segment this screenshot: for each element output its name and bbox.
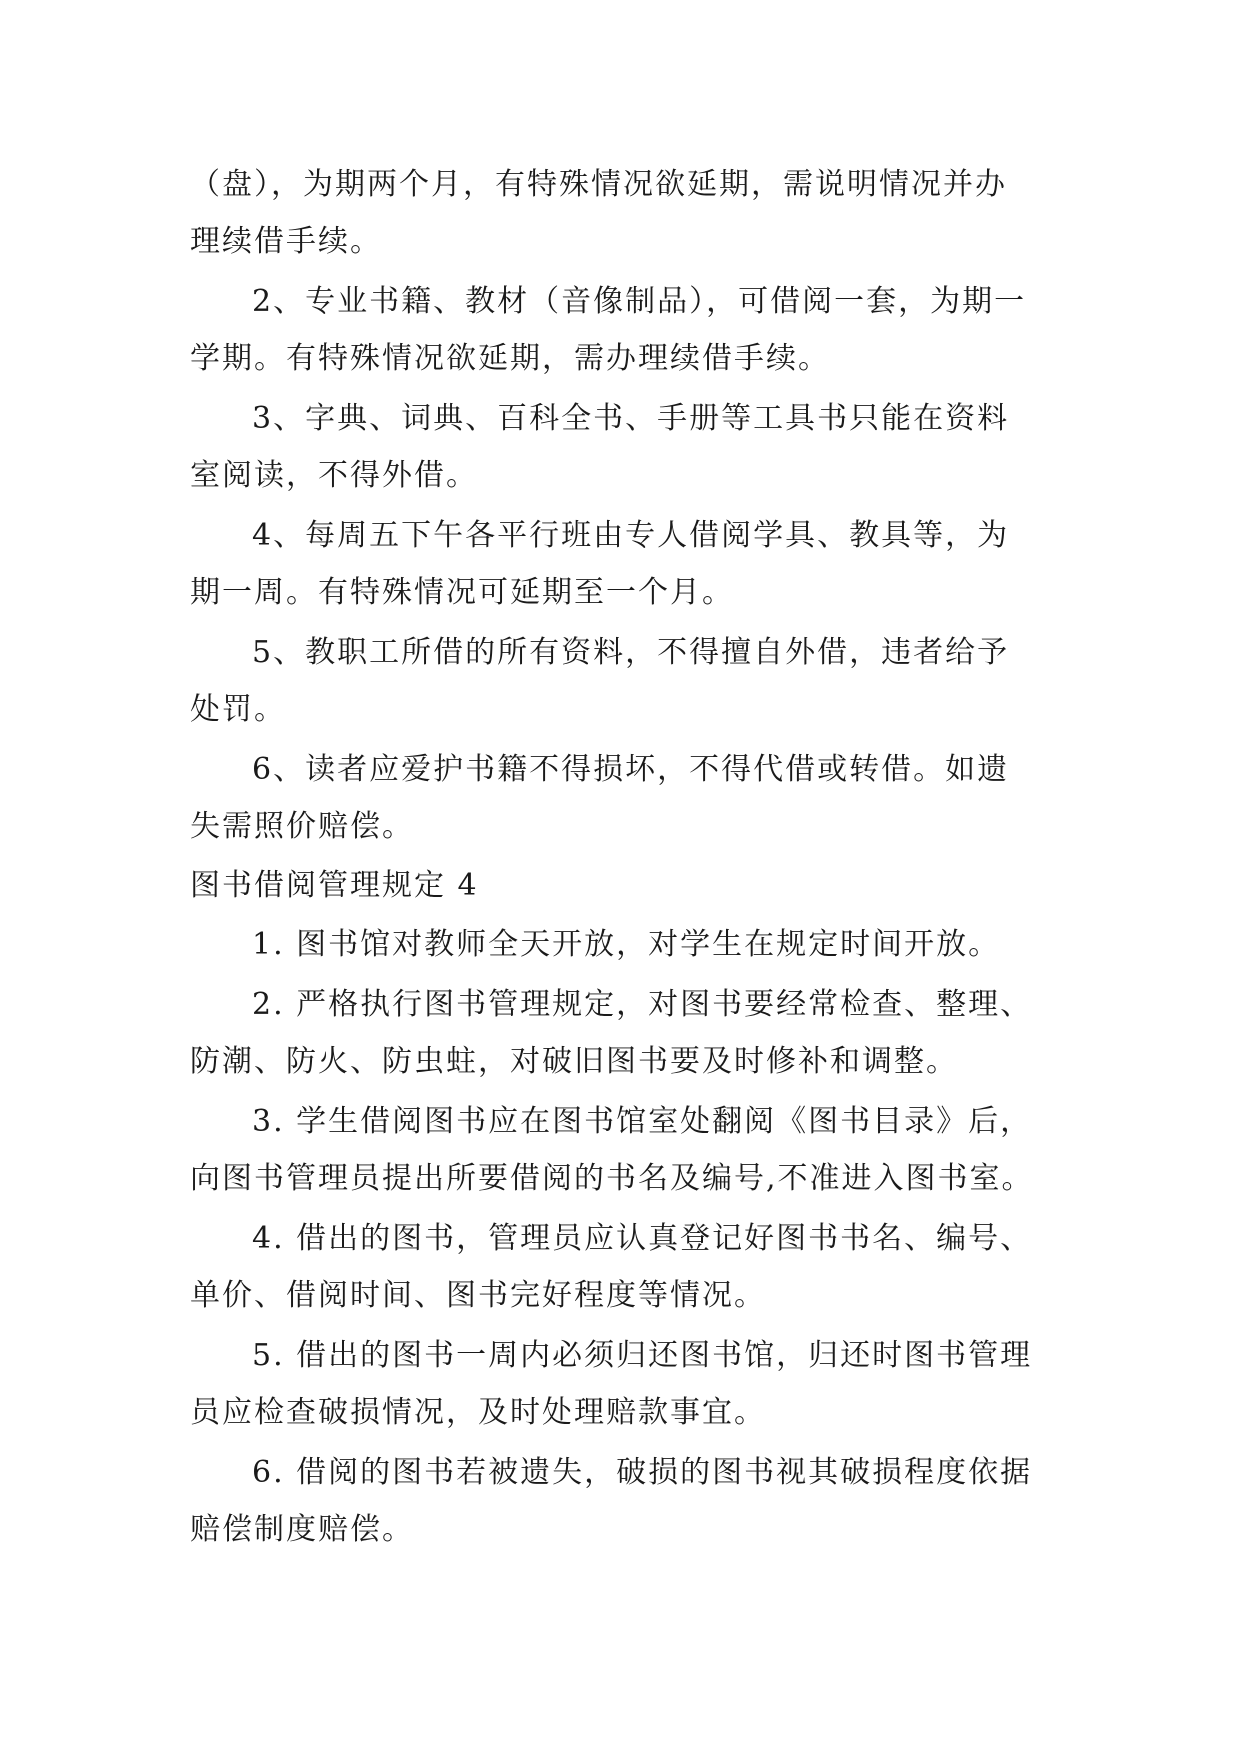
paragraph-line: 赔偿制度赔偿。 — [190, 1512, 414, 1547]
paragraph-line: 6、读者应爱护书籍不得损坏，不得代借或转借。如遗 — [252, 752, 1010, 787]
paragraph-line: 期一周。有特殊情况可延期至一个月。 — [190, 575, 734, 610]
paragraph-line: 3. 学生借阅图书应在图书馆室处翻阅《图书目录》后， — [252, 1104, 1033, 1139]
section-heading: 图书借阅管理规定 4 — [190, 868, 479, 903]
paragraph-line: 防潮、防火、防虫蛀，对破旧图书要及时修补和调整。 — [190, 1044, 958, 1079]
paragraph-line: 4. 借出的图书，管理员应认真登记好图书书名、编号、 — [252, 1221, 1033, 1256]
paragraph-line: 3、字典、词典、百科全书、手册等工具书只能在资料 — [252, 401, 1010, 436]
paragraph-line: 理续借手续。 — [190, 224, 382, 259]
paragraph-line: 4、每周五下午各平行班由专人借阅学具、教具等，为 — [252, 518, 1010, 553]
paragraph-line: 5、教职工所借的所有资料，不得擅自外借，违者给予 — [252, 635, 1010, 670]
paragraph-line: 5. 借出的图书一周内必须归还图书馆，归还时图书管理 — [252, 1338, 1033, 1373]
paragraph-line: 室阅读，不得外借。 — [190, 458, 478, 493]
paragraph-line: 单价、借阅时间、图书完好程度等情况。 — [190, 1278, 766, 1313]
paragraph-line: 1. 图书馆对教师全天开放，对学生在规定时间开放。 — [252, 927, 1001, 962]
paragraph-line: 学期。有特殊情况欲延期，需办理续借手续。 — [190, 341, 830, 376]
paragraph-line: 员应检查破损情况，及时处理赔款事宜。 — [190, 1395, 766, 1430]
paragraph-line: 6. 借阅的图书若被遗失，破损的图书视其破损程度依据 — [252, 1455, 1033, 1490]
paragraph-line: 失需照价赔偿。 — [190, 809, 414, 844]
paragraph-line: （盘），为期两个月，有特殊情况欲延期，需说明情况并办 — [190, 167, 1007, 202]
paragraph-line: 2. 严格执行图书管理规定，对图书要经常检查、整理、 — [252, 987, 1033, 1022]
paragraph-line: 向图书管理员提出所要借阅的书名及编号,不准进入图书室。 — [190, 1161, 1034, 1196]
paragraph-line: 2、专业书籍、教材（音像制品），可借阅一套，为期一 — [252, 284, 1027, 319]
paragraph-line: 处罚。 — [190, 692, 286, 727]
